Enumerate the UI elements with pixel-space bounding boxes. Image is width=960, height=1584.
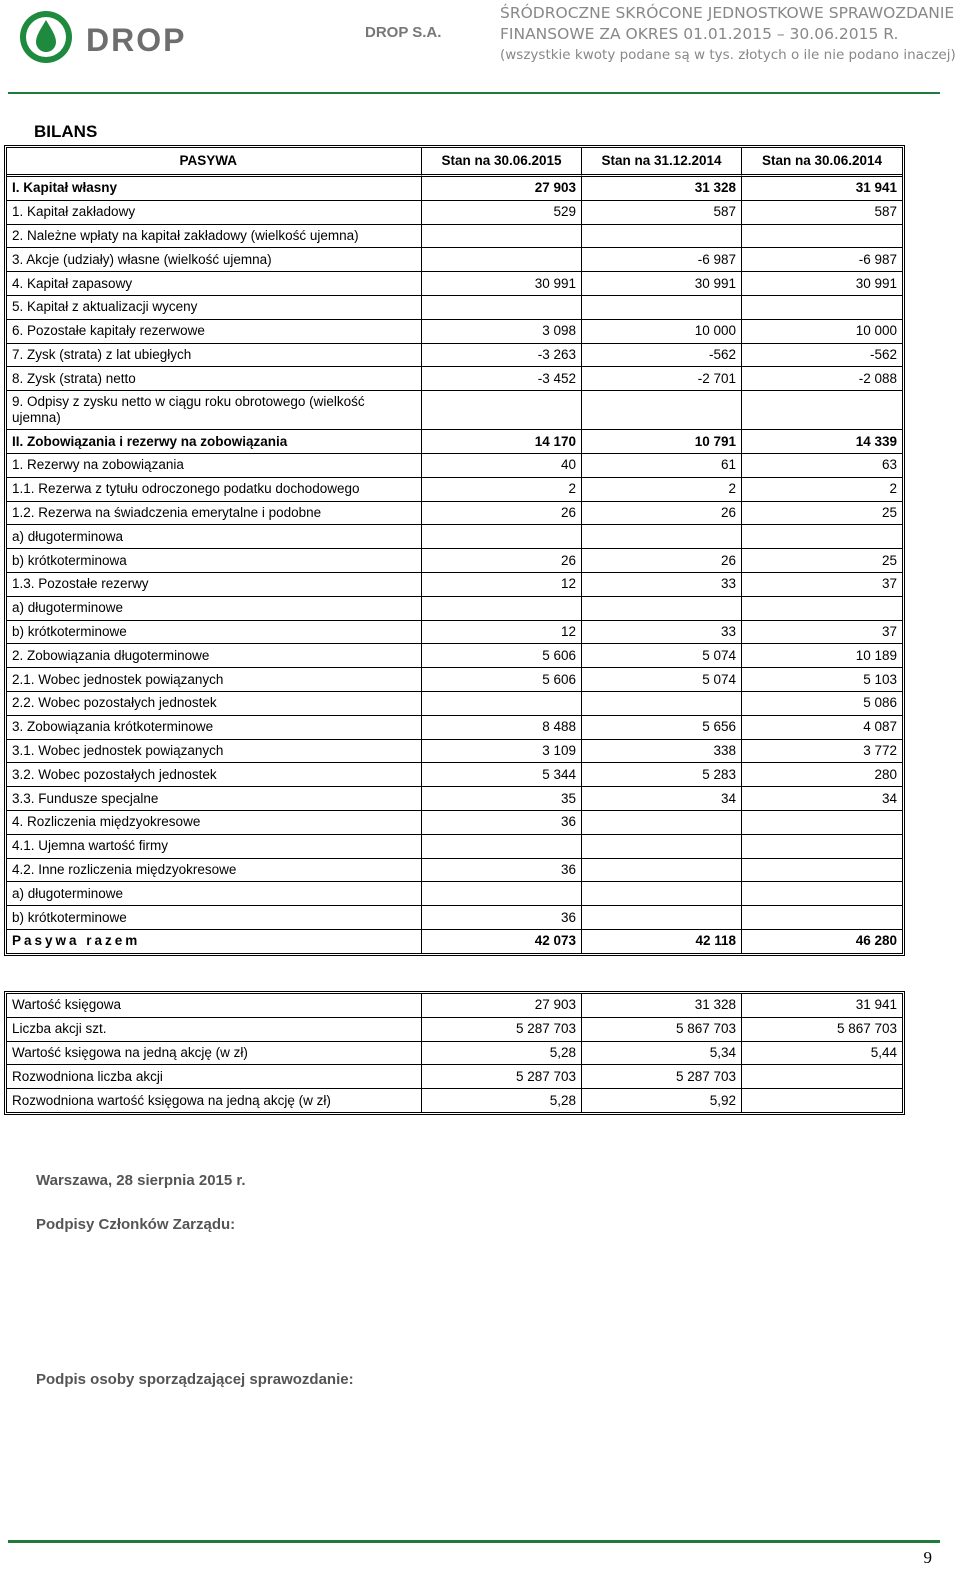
row-value: 10 000 <box>582 320 742 344</box>
row-value: 36 <box>422 811 582 835</box>
row-value: 2 <box>742 478 902 502</box>
row-value: 25 <box>742 502 902 526</box>
row-value: 5 867 703 <box>582 1018 742 1042</box>
table-row <box>7 787 902 811</box>
row-value: 5 344 <box>422 763 582 787</box>
row-value <box>422 882 582 906</box>
table-row <box>7 177 902 201</box>
row-label: a) długoterminowe <box>7 597 422 621</box>
row-value <box>742 1089 902 1112</box>
row-value: 30 991 <box>582 272 742 296</box>
row-value <box>582 835 742 859</box>
row-label: 4.1. Ujemna wartość firmy <box>7 835 422 859</box>
row-label: 1. Rezerwy na zobowiązania <box>7 454 422 478</box>
row-value: 10 189 <box>742 644 902 668</box>
row-value: -2 088 <box>742 367 902 391</box>
row-label: 1.3. Pozostałe rezerwy <box>7 573 422 597</box>
table-row <box>7 573 902 597</box>
row-label: a) długoterminowa <box>7 525 422 549</box>
row-value: 31 941 <box>742 994 902 1018</box>
row-value: 33 <box>582 621 742 645</box>
row-value <box>582 882 742 906</box>
column-header: PASYWA <box>7 148 422 177</box>
row-value: 31 328 <box>582 994 742 1018</box>
row-label: 2. Zobowiązania długoterminowe <box>7 644 422 668</box>
row-label: I. Kapitał własny <box>7 177 422 201</box>
row-value: -3 263 <box>422 344 582 368</box>
table-row <box>7 668 902 692</box>
row-value: 280 <box>742 763 902 787</box>
row-value <box>582 225 742 249</box>
row-value: 5 287 703 <box>422 1065 582 1089</box>
row-value: 27 903 <box>422 994 582 1018</box>
row-label: 5. Kapitał z aktualizacji wyceny <box>7 296 422 320</box>
row-value: 5,28 <box>422 1089 582 1112</box>
table-row <box>7 225 902 249</box>
balance-rows <box>7 177 902 953</box>
table-row <box>7 1018 902 1042</box>
table-row <box>7 549 902 573</box>
row-value: 25 <box>742 549 902 573</box>
row-label: Rozwodniona liczba akcji <box>7 1065 422 1089</box>
row-value: 42 118 <box>582 930 742 953</box>
row-value: 5 103 <box>742 668 902 692</box>
row-value <box>742 296 902 320</box>
row-label: 1.2. Rezerwa na świadczenia emerytalne i podobne <box>7 502 422 526</box>
row-label: 1.1. Rezerwa z tytułu odroczonego podatku dochodowego <box>7 478 422 502</box>
row-value: 5 086 <box>742 692 902 716</box>
row-value <box>422 296 582 320</box>
row-value: 2 <box>582 478 742 502</box>
column-header: Stan na 31.12.2014 <box>582 148 742 177</box>
table-row <box>7 692 902 716</box>
row-label: 3. Akcje (udziały) własne (wielkość ujemna) <box>7 248 422 272</box>
row-label: Rozwodniona wartość księgowa na jedną akcję (w zł) <box>7 1089 422 1112</box>
row-value <box>742 1065 902 1089</box>
table-row <box>7 367 902 391</box>
row-value <box>582 391 742 430</box>
row-label: 4.2. Inne rozliczenia międzyokresowe <box>7 859 422 883</box>
row-label: 9. Odpisy z zysku netto w ciągu roku obrotowego (wielkość ujemna) <box>7 391 422 430</box>
row-value: 61 <box>582 454 742 478</box>
table-row <box>7 478 902 502</box>
row-value: 5 287 703 <box>582 1065 742 1089</box>
table-row <box>7 344 902 368</box>
row-label: 3.2. Wobec pozostałych jednostek <box>7 763 422 787</box>
row-label: 3.1. Wobec jednostek powiązanych <box>7 740 422 764</box>
row-value <box>742 906 902 930</box>
row-value: 36 <box>422 906 582 930</box>
row-value: 37 <box>742 621 902 645</box>
row-value: -2 701 <box>582 367 742 391</box>
row-value: 26 <box>422 502 582 526</box>
row-value: 5 074 <box>582 644 742 668</box>
row-value: 529 <box>422 201 582 225</box>
row-value: 587 <box>742 201 902 225</box>
row-label: 4. Kapitał zapasowy <box>7 272 422 296</box>
table-row <box>7 502 902 526</box>
row-value: 26 <box>582 549 742 573</box>
row-value: 5 283 <box>582 763 742 787</box>
row-value: 5,28 <box>422 1042 582 1066</box>
row-label: 2.2. Wobec pozostałych jednostek <box>7 692 422 716</box>
row-value: 4 087 <box>742 716 902 740</box>
row-value: 5 606 <box>422 668 582 692</box>
page-number: 9 <box>923 1548 932 1567</box>
row-label: a) długoterminowe <box>7 882 422 906</box>
row-value: -6 987 <box>742 248 902 272</box>
row-value: 12 <box>422 621 582 645</box>
table-row <box>7 1065 902 1089</box>
table-row <box>7 248 902 272</box>
row-label: 3. Zobowiązania krótkoterminowe <box>7 716 422 740</box>
company-name: DROP S.A. <box>365 24 442 41</box>
row-value: 5 606 <box>422 644 582 668</box>
row-label: 2. Należne wpłaty na kapitał zakładowy (wielkość ujemna) <box>7 225 422 249</box>
row-value <box>422 525 582 549</box>
row-value: -562 <box>582 344 742 368</box>
row-value: 5,92 <box>582 1089 742 1112</box>
row-value: 5 867 703 <box>742 1018 902 1042</box>
footer-divider <box>8 1540 940 1543</box>
row-value: -3 452 <box>422 367 582 391</box>
book-value-table <box>4 991 905 1115</box>
row-value <box>582 296 742 320</box>
row-value: 35 <box>422 787 582 811</box>
row-value: 31 941 <box>742 177 902 201</box>
row-value <box>582 692 742 716</box>
row-value: 5 656 <box>582 716 742 740</box>
table-row <box>7 525 902 549</box>
page-header <box>0 0 960 100</box>
table-row <box>7 430 902 454</box>
board-signatures-label: Podpisy Członków Zarządu: <box>36 1216 236 1233</box>
row-value <box>422 692 582 716</box>
row-value: 63 <box>742 454 902 478</box>
row-value: 5,44 <box>742 1042 902 1066</box>
row-value: 30 991 <box>742 272 902 296</box>
table-row <box>7 859 902 883</box>
row-value <box>742 835 902 859</box>
table-row <box>7 994 902 1018</box>
table-row <box>7 906 902 930</box>
row-value: 12 <box>422 573 582 597</box>
table-row <box>7 621 902 645</box>
row-value: 34 <box>742 787 902 811</box>
table-row <box>7 201 902 225</box>
row-value <box>582 811 742 835</box>
row-value: 26 <box>422 549 582 573</box>
table-row <box>7 716 902 740</box>
row-value: 14 170 <box>422 430 582 454</box>
row-value <box>742 882 902 906</box>
table-row <box>7 597 902 621</box>
column-header: Stan na 30.06.2015 <box>422 148 582 177</box>
row-value: 14 339 <box>742 430 902 454</box>
table-row <box>7 1089 902 1112</box>
row-value <box>582 859 742 883</box>
row-label: 7. Zysk (strata) z lat ubiegłych <box>7 344 422 368</box>
row-value: 3 109 <box>422 740 582 764</box>
row-value <box>582 597 742 621</box>
row-value: 27 903 <box>422 177 582 201</box>
table-row <box>7 811 902 835</box>
row-value <box>742 811 902 835</box>
row-value: 3 772 <box>742 740 902 764</box>
row-value: 30 991 <box>422 272 582 296</box>
row-value: 31 328 <box>582 177 742 201</box>
table-row <box>7 454 902 478</box>
row-value: 34 <box>582 787 742 811</box>
table-row <box>7 930 902 953</box>
row-value: 10 791 <box>582 430 742 454</box>
row-label: b) krótkoterminowa <box>7 549 422 573</box>
row-value <box>422 248 582 272</box>
row-label: II. Zobowiązania i rezerwy na zobowiązania <box>7 430 422 454</box>
row-label: Wartość księgowa na jedną akcję (w zł) <box>7 1042 422 1066</box>
table-row <box>7 391 902 430</box>
row-label: Pasywa razem <box>7 930 422 953</box>
header-divider <box>8 92 940 94</box>
row-label: Wartość księgowa <box>7 994 422 1018</box>
table-row <box>7 740 902 764</box>
title-line-2: FINANSOWE ZA OKRES 01.01.2015 – 30.06.2015 R. <box>500 25 899 43</box>
row-value: 5 074 <box>582 668 742 692</box>
drop-logo-icon <box>18 8 78 66</box>
row-value: 37 <box>742 573 902 597</box>
title-line-1: ŚRÓDROCZNE SKRÓCONE JEDNOSTKOWE SPRAWOZDANIE <box>500 4 955 22</box>
row-value: 26 <box>582 502 742 526</box>
drop-logo <box>18 8 188 66</box>
table-header-row <box>7 148 902 177</box>
row-value <box>742 391 902 430</box>
row-value <box>422 225 582 249</box>
row-value <box>422 391 582 430</box>
table-row <box>7 763 902 787</box>
row-value: -6 987 <box>582 248 742 272</box>
row-value <box>422 835 582 859</box>
balance-sheet-table <box>4 145 905 956</box>
column-header: Stan na 30.06.2014 <box>742 148 902 177</box>
place-date: Warszawa, 28 sierpnia 2015 r. <box>36 1172 246 1189</box>
row-label: b) krótkoterminowe <box>7 906 422 930</box>
row-value: 8 488 <box>422 716 582 740</box>
row-value <box>742 225 902 249</box>
table-row <box>7 835 902 859</box>
book-value-rows <box>7 994 902 1112</box>
row-value: 40 <box>422 454 582 478</box>
row-value <box>742 525 902 549</box>
logo-text: DROP <box>86 22 187 58</box>
row-label: 6. Pozostałe kapitały rezerwowe <box>7 320 422 344</box>
title-line-3: (wszystkie kwoty podane są w tys. złotych o ile nie podano inaczej) <box>500 47 956 63</box>
row-value: 587 <box>582 201 742 225</box>
row-value: 2 <box>422 478 582 502</box>
row-value: 46 280 <box>855 933 897 949</box>
row-value: 3 098 <box>422 320 582 344</box>
row-value <box>582 906 742 930</box>
table-row <box>7 882 902 906</box>
row-value: 33 <box>582 573 742 597</box>
table-row <box>7 272 902 296</box>
row-label: Liczba akcji szt. <box>7 1018 422 1042</box>
row-value: 338 <box>582 740 742 764</box>
table-row <box>7 644 902 668</box>
row-value <box>422 597 582 621</box>
row-value: 5,34 <box>582 1042 742 1066</box>
row-label: 2.1. Wobec jednostek powiązanych <box>7 668 422 692</box>
table-row <box>7 320 902 344</box>
row-value: 10 000 <box>742 320 902 344</box>
row-label: 4. Rozliczenia międzyokresowe <box>7 811 422 835</box>
row-label: 8. Zysk (strata) netto <box>7 367 422 391</box>
table-row <box>7 296 902 320</box>
section-title: BILANS <box>34 122 98 141</box>
table-row <box>7 1042 902 1066</box>
preparer-signature-label: Podpis osoby sporządzającej sprawozdanie: <box>36 1371 354 1388</box>
row-value: 36 <box>422 859 582 883</box>
row-value: -562 <box>742 344 902 368</box>
row-label: b) krótkoterminowe <box>7 621 422 645</box>
row-value: 5 287 703 <box>422 1018 582 1042</box>
row-label: 1. Kapitał zakładowy <box>7 201 422 225</box>
row-value <box>582 525 742 549</box>
row-label: 3.3. Fundusze specjalne <box>7 787 422 811</box>
document-title <box>500 3 955 66</box>
row-value <box>742 859 902 883</box>
row-value: 42 073 <box>422 930 582 953</box>
row-value <box>742 597 902 621</box>
